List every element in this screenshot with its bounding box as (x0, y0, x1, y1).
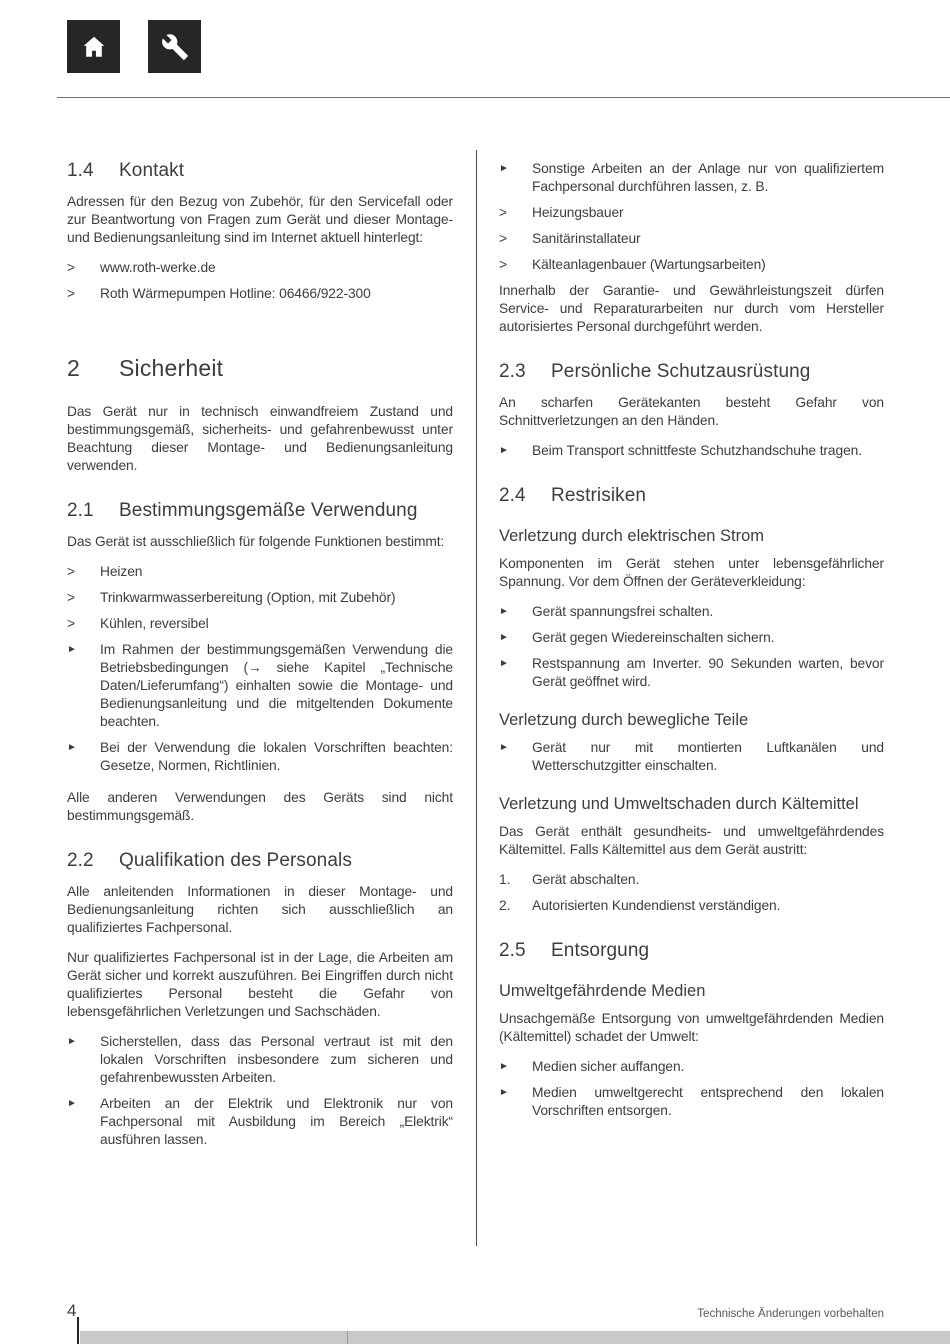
left-column (67, 160, 453, 1157)
list-item-text: Heizen (100, 564, 143, 579)
paragraph: Das Gerät ist ausschließlich für folgende Funktionen bestimmt: (67, 534, 445, 549)
chevron-bullet: > (67, 616, 75, 631)
heading-number: 2.3 (499, 361, 526, 382)
list-item (67, 563, 453, 581)
next-page-edge (80, 1331, 950, 1344)
action-item-text: Restspannung am Inverter. 90 Sekunden warten, bevor Gerät geöffnet wird. (532, 656, 884, 689)
list-item-text: Heizungsbauer (532, 205, 624, 220)
website-link[interactable]: www.roth-werke.de (100, 260, 216, 275)
step-number: 1. (499, 872, 511, 887)
arrow-bullet: ► (499, 632, 509, 643)
service-button[interactable] (148, 20, 201, 73)
paragraph: Das Gerät nur in technisch einwandfreiem Zustand und bestimmungsgemäß, sicherheits- und gefahrenbewusst unter Beachtung dieser Montage- und Bedienungsanleitung verwenden. (67, 404, 453, 473)
action-item (499, 603, 884, 621)
arrow-bullet: ► (499, 658, 509, 669)
action-item (499, 442, 884, 460)
chevron-bullet: > (67, 590, 75, 605)
heading-number: 2.4 (499, 485, 526, 506)
heading-number: 2.5 (499, 940, 526, 961)
action-item (499, 160, 884, 196)
paragraph: Adressen für den Bezug von Zubehör, für den Servicefall oder zur Beantwortung von Fragen zum Gerät und dieser Montage- und Bedienungsanleitung sind im Internet aktuell hinterlegt: (67, 194, 453, 245)
action-item-text: Arbeiten an der Elektrik und Elektronik nur von Fachpersonal mit Ausbildung im Bereich „Elektrik“ ausführen lassen. (100, 1096, 453, 1147)
list-item (67, 589, 453, 607)
numbered-step (499, 871, 884, 889)
action-item-text: Gerät nur mit montierten Luftkanälen und Wetterschutzgitter einschalten. (532, 740, 884, 773)
action-item (67, 1095, 453, 1149)
step-number: 2. (499, 898, 511, 913)
home-button[interactable] (67, 20, 120, 73)
heading-entsorgung (499, 940, 884, 962)
subheading-bewegliche-teile: Verletzung durch bewegliche Teile (499, 711, 749, 729)
list-item (67, 615, 453, 633)
wrench-icon (161, 33, 189, 61)
arrow-bullet: ► (499, 1087, 509, 1098)
subheading-umweltgefaehrdende-medien: Umweltgefährdende Medien (499, 982, 706, 1000)
home-icon (81, 34, 107, 60)
heading-number: 2 (67, 355, 80, 381)
heading-title: Qualifikation des Personals (119, 850, 352, 871)
list-item (67, 285, 453, 303)
list-item (67, 259, 453, 277)
toolbar (67, 20, 201, 73)
action-item-text: Medien sicher auffangen. (532, 1059, 685, 1074)
action-item-text: Gerät spannungsfrei schalten. (532, 604, 714, 619)
action-item-text: Beim Transport schnittfeste Schutzhandschuhe tragen. (532, 443, 862, 458)
chevron-bullet: > (499, 257, 507, 272)
action-item (499, 655, 884, 691)
heading-schutzausruestung (499, 361, 884, 383)
list-item (499, 204, 884, 222)
chevron-bullet: > (67, 564, 75, 579)
hotline-text: Roth Wärmepumpen Hotline: 06466/922-300 (100, 286, 371, 301)
chevron-bullet: > (499, 205, 507, 220)
footer-note: Technische Änderungen vorbehalten (697, 1308, 884, 1320)
action-item-text: Sonstige Arbeiten an der Anlage nur von qualifiziertem Fachpersonal durchführen lassen, z. B. (532, 161, 884, 194)
heading-title: Kontakt (119, 160, 185, 181)
list-item (499, 230, 884, 248)
chevron-bullet: > (67, 286, 75, 301)
arrow-bullet: ► (67, 742, 77, 753)
action-item-text: Sicherstellen, dass das Personal vertraut ist mit den lokalen Vorschriften insbesondere zum sicheren und gefahrenbewussten Arbeiten. (100, 1034, 453, 1085)
chevron-bullet: > (499, 231, 507, 246)
action-item (499, 739, 884, 775)
list-item (499, 256, 884, 274)
heading-number: 2.2 (67, 850, 94, 871)
action-item (499, 1058, 884, 1076)
header-divider (57, 97, 950, 98)
heading-qualifikation (67, 850, 453, 872)
paragraph: Komponenten im Gerät stehen unter lebensgefährlicher Spannung. Vor dem Öffnen der Geräteverkleidung: (499, 556, 884, 589)
action-item-text: Gerät gegen Wiedereinschalten sichern. (532, 630, 775, 645)
heading-restrisiken (499, 485, 884, 507)
arrow-bullet: ► (67, 1098, 77, 1109)
page-number: 4 (67, 1301, 77, 1320)
column-divider (476, 150, 477, 1246)
paragraph: Innerhalb der Garantie- und Gewährleistungszeit dürfen Service- und Reparaturarbeiten nur durch vom Hersteller autorisiertes Personal durchgeführt werden. (499, 283, 884, 334)
heading-title: Restrisiken (551, 485, 647, 506)
page-edge-tick (77, 1317, 79, 1344)
list-item-text: Kälteanlagenbauer (Wartungsarbeiten) (532, 257, 766, 272)
paragraph: Alle anleitenden Informationen in dieser Montage- und Bedienungsanleitung richten sich ausschließlich an qualifiziertes Fachpersonal. (67, 884, 453, 935)
step-text: Gerät abschalten. (532, 872, 640, 887)
list-item-text: Kühlen, reversibel (100, 616, 209, 631)
heading-number: 2.1 (67, 500, 94, 521)
heading-kontakt (67, 160, 453, 182)
heading-bestimmungsgemaesse-verwendung (67, 500, 453, 522)
next-page-edge-mark (347, 1331, 348, 1344)
paragraph: An scharfen Gerätekanten besteht Gefahr von Schnittverletzungen an den Händen. (499, 395, 884, 428)
heading-number: 1.4 (67, 160, 94, 181)
paragraph: Nur qualifiziertes Fachpersonal ist in der Lage, die Arbeiten am Gerät sicher und korrekt auszuführen. Bei Eingriffen durch nicht qualifiziertes Personal besteht die Gefahr von lebensgefährlichen Verletzungen und Sachschäden. (67, 950, 453, 1019)
arrow-bullet: ► (499, 1061, 509, 1072)
action-item-text: Medien umweltgerecht entsprechend den lokalen Vorschriften entsorgen. (532, 1085, 884, 1118)
arrow-bullet: ► (499, 606, 509, 617)
arrow-bullet: ► (67, 1036, 77, 1047)
heading-title: Sicherheit (119, 355, 224, 381)
action-item-text: Im Rahmen der bestimmungsgemäßen Verwendung die Betriebsbedingungen (→ siehe Kapitel „Technische Daten/Lieferumfang“) einhalten sowie die Montage- und Bedienungsanleitung und die mitgeltenden Dokumente beachten. (100, 642, 453, 729)
chevron-bullet: > (67, 260, 75, 275)
paragraph: Alle anderen Verwendungen des Geräts sind nicht bestimmungsgemäß. (67, 790, 453, 823)
action-item (67, 641, 453, 731)
right-column (499, 160, 884, 1128)
arrow-bullet: ► (499, 445, 509, 456)
list-item-text: Sanitärinstallateur (532, 231, 641, 246)
paragraph: Unsachgemäße Entsorgung von umweltgefährdenden Medien (Kältemittel) schadet der Umwelt: (499, 1011, 884, 1044)
heading-title: Entsorgung (551, 940, 650, 961)
heading-title: Bestimmungsgemäße Verwendung (119, 500, 418, 521)
action-item (67, 739, 453, 775)
step-text: Autorisierten Kundendienst verständigen. (532, 898, 781, 913)
list-item-text: Trinkwarmwasserbereitung (Option, mit Zubehör) (100, 590, 396, 605)
action-item (499, 1084, 884, 1120)
heading-title: Persönliche Schutzausrüstung (551, 361, 811, 382)
numbered-step (499, 897, 884, 915)
subheading-kaeltemittel: Verletzung und Umweltschaden durch Kältemittel (499, 795, 859, 813)
subheading-strom: Verletzung durch elektrischen Strom (499, 527, 765, 545)
action-item (499, 629, 884, 647)
arrow-bullet: ► (499, 742, 509, 753)
arrow-bullet: ► (499, 163, 509, 174)
action-item (67, 1033, 453, 1087)
paragraph: Das Gerät enthält gesundheits- und umweltgefährdendes Kältemittel. Falls Kältemittel aus dem Gerät austritt: (499, 824, 884, 857)
action-item-text: Bei der Verwendung die lokalen Vorschriften beachten: Gesetze, Normen, Richtlinien. (100, 740, 453, 773)
heading-sicherheit (67, 355, 453, 382)
arrow-bullet: ► (67, 644, 77, 655)
